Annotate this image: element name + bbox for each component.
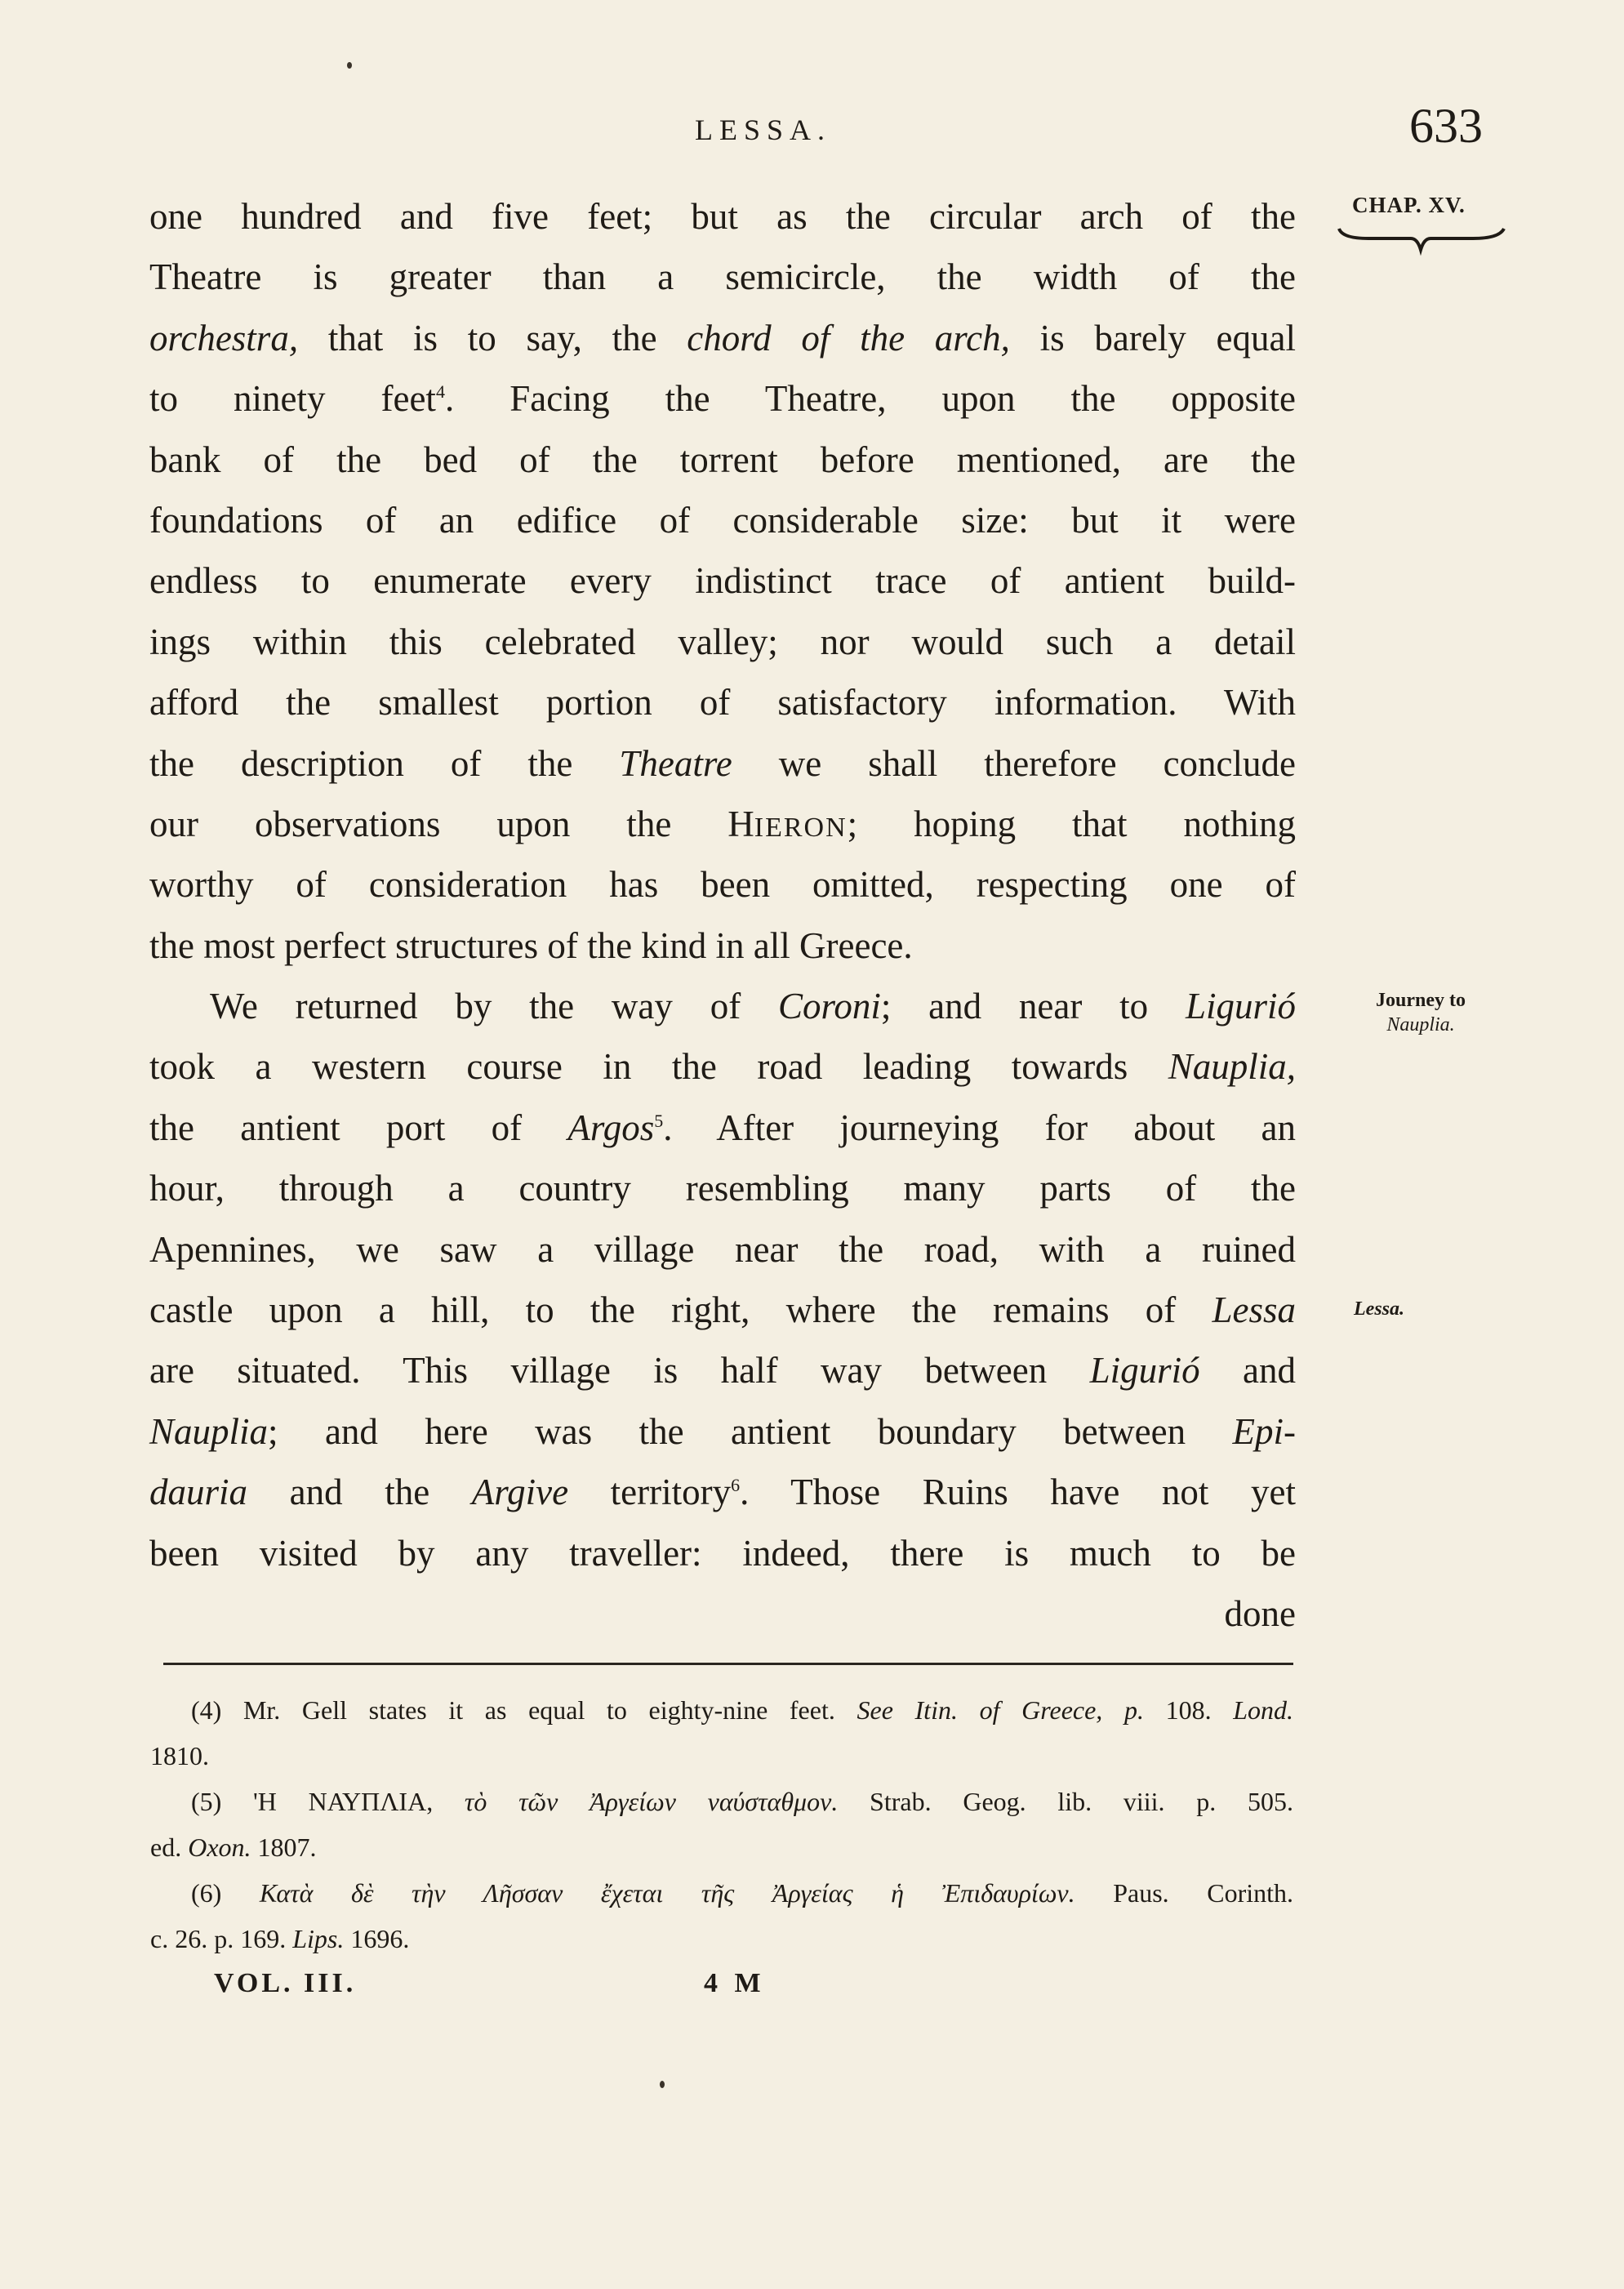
margin-note-journey xyxy=(1355,988,1486,1037)
running-head: LESSA. xyxy=(694,114,832,146)
brace-ornament xyxy=(1336,225,1507,258)
paper-speck xyxy=(660,2081,665,2088)
text-line: dauria and the Argive territory$^6$. Those Ruins have not yet xyxy=(149,1472,1296,1513)
footnote-5-cont: ed. Oxon. 1807. xyxy=(150,1833,317,1862)
footnote-ref: 5 xyxy=(654,1110,664,1131)
text-line: to ninety feet$^4$. Facing the Theatre, upon the opposite xyxy=(149,378,1296,420)
text-line: foundations of an edifice of considerable size: but it were xyxy=(149,499,1296,541)
page-number: 633 xyxy=(1409,99,1483,153)
margin-note-lessa: Lessa. xyxy=(1354,1298,1404,1320)
text-line: castle upon a hill, to the right, where the remains of Lessa xyxy=(149,1289,1296,1331)
footnote-6-cont: c. 26. p. 169. Lips. 1696. xyxy=(150,1924,410,1953)
text-line: We returned by the way of Coroni; and near to Ligurió xyxy=(210,986,1296,1027)
catchword: done xyxy=(1224,1592,1296,1634)
text-line: Theatre is greater than a semicircle, the width of the xyxy=(149,256,1296,298)
text-line: bank of the bed of the torrent before mentioned, are the xyxy=(149,439,1296,480)
text-line: Nauplia; and here was the antient boundary between Epi- xyxy=(149,1410,1296,1452)
text-line: orchestra, that is to say, the chord of the arch, is barely equal xyxy=(149,317,1296,358)
signature-mark: 4 M xyxy=(704,1968,766,1998)
paper-speck xyxy=(347,62,352,69)
footnotes xyxy=(150,1687,1293,1962)
footnote-4-cont: 1810. xyxy=(150,1741,209,1770)
footnote-6: (6) Κατὰ δὲ τὴν Λῆσσαν ἔχεται τῆς Ἀργείας ἡ Ἐπιδαυρίων. Paus. Corinth. xyxy=(191,1878,1293,1908)
text-line: one hundred and five feet; but as the circular arch of the xyxy=(149,196,1296,237)
text-line: the description of the Theatre we shall therefore conclude xyxy=(149,742,1297,784)
volume-signature: VOL. III. xyxy=(214,1968,357,1998)
text-line: worthy of consideration has been omitted, respecting one of xyxy=(149,864,1296,906)
footnote-divider xyxy=(163,1663,1293,1665)
text-line: endless to enumerate every indistinct trace of antient build- xyxy=(149,560,1296,602)
footnote-ref: 4 xyxy=(435,381,445,403)
footnote-5: (5) 'Η ΝΑΥΠΛΙΑ, τὸ τῶν Ἀργείων ναύσταθμον. Strab. Geog. lib. viii. p. 505. xyxy=(191,1787,1294,1816)
text-line: been visited by any traveller: indeed, there is much to be xyxy=(149,1532,1296,1574)
footnote-ref: 6 xyxy=(731,1475,741,1496)
margin-note-journey-line2: Nauplia. xyxy=(1386,1014,1455,1035)
body-text xyxy=(149,186,1296,1644)
text-line: our observations upon the HIERON; hoping that nothing xyxy=(149,803,1296,844)
text-line: took a western course in the road leading towards Nauplia, xyxy=(149,1046,1296,1088)
footnote-4: (4) Mr. Gell states it as equal to eighty-nine feet. See Itin. of Greece, p. 108. Lond. xyxy=(191,1695,1293,1725)
chapter-marker: CHAP. XV. xyxy=(1352,193,1466,217)
margin-note-journey-line1: Journey to xyxy=(1376,990,1466,1011)
text-line: the most perfect structures of the kind in all Greece. xyxy=(149,924,913,966)
text-line: the antient port of Argos$^5$. After journeying for about an xyxy=(149,1107,1297,1148)
text-line: afford the smallest portion of satisfactory information. With xyxy=(149,682,1296,724)
text-line: Apennines, we saw a village near the road, with a ruined xyxy=(149,1228,1296,1270)
text-line: hour, through a country resembling many parts of the xyxy=(149,1168,1296,1209)
text-line: ings within this celebrated valley; nor would such a detail xyxy=(149,621,1296,662)
text-line: are situated. This village is half way between Ligurió and xyxy=(149,1350,1296,1392)
